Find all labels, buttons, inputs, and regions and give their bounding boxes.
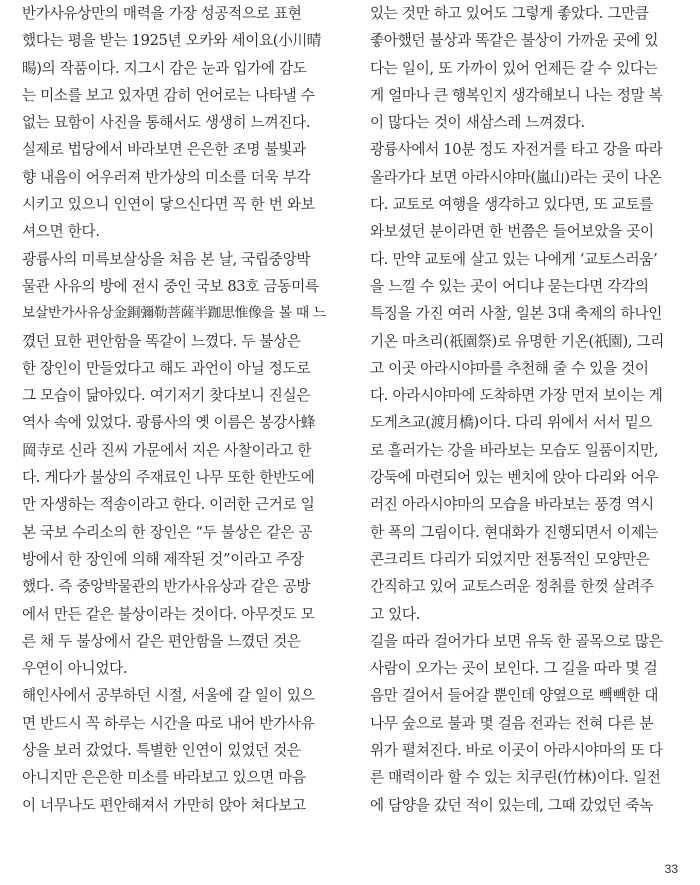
text-line: 와보셨던 분이라면 한 번쯤은 들어보았을 곳이 <box>370 223 654 241</box>
text-line: 강둑에 마련되어 있는 벤치에 앉아 다리와 어우 <box>370 469 659 487</box>
text-line: 셔으면 한다. <box>22 223 100 241</box>
text-line: 보살반가사유상金銅彌勒菩薩半跏思惟像을 볼 때 느 <box>22 305 327 322</box>
text-line: 다는 일이, 또 가까이 있어 언제든 갈 수 있다는 <box>370 59 658 77</box>
text-line: 暘)의 작품이다. 지그시 감은 눈과 입가에 감도 <box>22 59 307 77</box>
text-line: 다. 아라시야마에 도착하면 가장 먼저 보이는 게 <box>370 387 663 405</box>
text-line: 로 흘러가는 강을 바라보는 모습도 일품이지만, <box>370 441 659 459</box>
text-line: 꼈던 묘한 편안함을 똑같이 느꼈다. 두 불상은 <box>22 332 301 350</box>
text-line: 실제로 법당에서 바라보면 은은한 조명 불빛과 <box>22 141 306 159</box>
text-line: 물관 사유의 방에 전시 중인 국보 83호 금동미륵 <box>22 277 319 295</box>
text-line: 없는 묘함이 사진을 통해서도 생생히 느껴진다. <box>22 114 311 132</box>
text-line: 고 있다. <box>370 605 421 623</box>
text-line: 다. 게다가 불상의 주재료인 나무 또한 한반도에 <box>22 469 315 487</box>
text-line: 岡寺로 신라 진씨 가문에서 지은 사찰이라고 한 <box>22 441 312 459</box>
right-text-column <box>370 0 676 819</box>
text-line: 좋아했던 불상과 똑같은 불상이 가까운 곳에 있 <box>370 32 659 50</box>
text-line: 한 장인이 만들었다고 해도 과언이 아닐 정도로 <box>22 359 311 377</box>
text-line: 상을 보러 갔었다. 특별한 인연이 있었던 것은 <box>22 742 301 760</box>
text-line: 러진 아라시야마의 모습을 바라보는 풍경 역시 <box>370 496 654 514</box>
left-text-column <box>22 0 328 819</box>
text-line: 간직하고 있어 교토스러운 정취를 한껏 살려주 <box>370 578 654 596</box>
text-line: 광륭사에서 10분 정도 자전거를 타고 강을 따라 <box>370 141 663 159</box>
text-line: 는 미소를 보고 있자면 감히 언어로는 나타낼 수 <box>22 86 315 104</box>
text-line: 아니지만 은은한 미소를 바라보고 있으면 마음 <box>22 769 306 787</box>
text-line: 있는 것만 하고 있어도 그렇게 좋았다. 그만큼 <box>370 5 649 22</box>
text-line: 했다는 평을 받는 1925년 오카와 세이요(小川晴 <box>22 32 322 50</box>
text-line: 을 느낄 수 있는 곳이 어디냐 묻는다면 각각의 <box>370 277 649 295</box>
text-line: 른 채 두 불상에서 같은 편안함을 느꼈던 것은 <box>22 632 301 650</box>
text-line: 다. 만약 교토에 살고 있는 나에게 ‘교토스러움’ <box>370 250 658 268</box>
text-line: 역사 속에 있었다. 광륭사의 옛 이름은 봉강사蜂 <box>22 414 316 432</box>
text-line: 했다. 즉 중앙박물관의 반가사유상과 같은 공방 <box>22 578 311 596</box>
text-line: 음만 걸어서 들어갈 뿐인데 양옆으로 빽빽한 대 <box>370 687 659 705</box>
text-line: 광륭사의 미륵보살상을 처음 본 날, 국립중앙박 <box>22 250 311 268</box>
text-line: 른 매력이라 할 수 있는 치쿠린(竹林)이다. 일전 <box>370 769 661 787</box>
text-line: 반가사유상만의 매력을 가장 성공적으로 표현 <box>22 5 302 22</box>
text-line: 향 내음이 어우러져 반가상의 미소를 더욱 부각 <box>22 168 311 186</box>
text-line: 올라가다 보면 아라시야마(嵐山)라는 곳이 나온 <box>370 168 662 186</box>
text-line: 특징을 가진 여러 사찰, 일본 3대 축제의 하나인 <box>370 305 663 323</box>
text-line: 방에서 한 장인에 의해 제작된 것”이라고 주장 <box>22 550 304 568</box>
text-line: 그 모습이 닮아있다. 여기저기 찾다보니 진실은 <box>22 387 311 405</box>
text-line: 위가 펼쳐진다. 바로 이곳이 아라시야마의 또 다 <box>370 742 663 760</box>
text-line: 콘크리트 다리가 되었지만 전통적인 모양만은 <box>370 550 650 568</box>
text-line: 길을 따라 걸어가다 보면 유독 한 골목으로 많은 <box>370 632 663 650</box>
text-line: 이 많다는 것이 새삼스레 느껴졌다. <box>370 114 585 132</box>
text-line: 본 국보 수리소의 한 장인은 “두 불상은 같은 공 <box>22 523 313 541</box>
text-line: 해인사에서 공부하던 시절, 서울에 갈 일이 있으 <box>22 687 315 705</box>
text-line: 한 폭의 그림이다. 현대화가 진행되면서 이제는 <box>370 523 659 541</box>
text-line: 시키고 있으니 인연이 닿으신다면 꼭 한 번 와보 <box>22 196 315 214</box>
text-line: 게 얼마나 큰 행복인지 생각해보니 나는 정말 복 <box>370 86 663 104</box>
text-line: 고 이곳 아라시야마를 추천해 줄 수 있을 것이 <box>370 359 649 377</box>
text-line: 도게츠교(渡月橋)이다. 다리 위에서 서서 밑으 <box>370 414 653 432</box>
text-line: 사람이 오가는 곳이 보인다. 그 길을 따라 몇 걸 <box>370 660 658 678</box>
text-line: 다. 교토로 여행을 생각하고 있다면, 또 교토를 <box>370 196 654 214</box>
page-number: 33 <box>664 862 678 876</box>
text-line: 면 반드시 꼭 하루는 시간을 따로 내어 반가사유 <box>22 714 315 732</box>
text-line: 에 담양을 갔던 적이 있는데, 그때 갔었던 죽녹 <box>370 796 654 814</box>
text-line: 이 너무나도 편안해져서 가만히 앉아 쳐다보고 <box>22 796 306 814</box>
text-line: 우연이 아니었다. <box>22 660 128 678</box>
text-line: 에서 만든 같은 불상이라는 것이다. 아무것도 모 <box>22 605 315 623</box>
text-line: 기온 마츠리(祇園祭)로 유명한 기온(祇園), 그리 <box>370 332 665 350</box>
text-line: 나무 숲으로 불과 몇 걸음 전과는 전혀 다른 분 <box>370 714 654 732</box>
text-line: 만 자생하는 적송이라고 한다. 이러한 근거로 일 <box>22 496 315 514</box>
